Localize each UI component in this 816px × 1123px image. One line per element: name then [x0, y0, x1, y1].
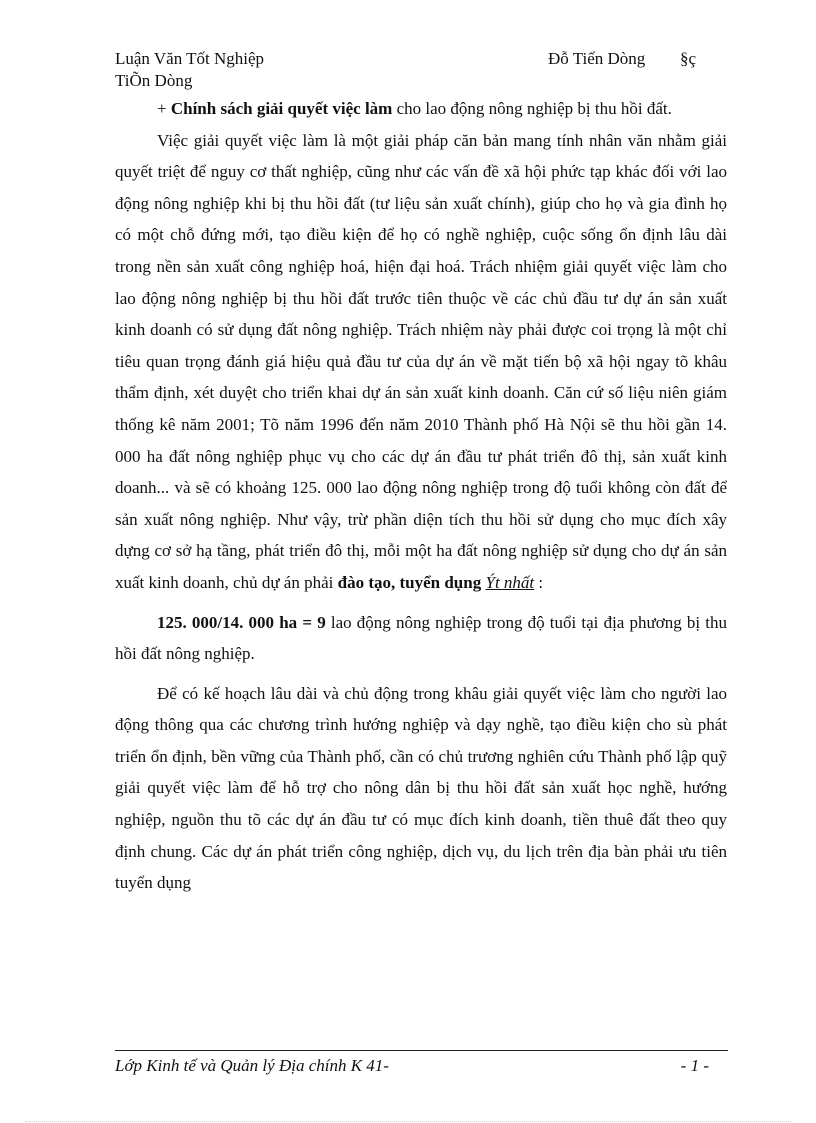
- paragraph-policy-heading: [115, 93, 727, 125]
- header-author-continuation: TiÕn Dòng: [115, 71, 193, 90]
- training-recruitment-phrase: đào tạo, tuyển dụng: [337, 572, 482, 592]
- long-term-plan-text: Để có kế hoạch lâu dài và chủ động trong khâu giải quyết việc làm cho người lao động thông qua các chương trình hướng nghiệp và dạy nghề, tạo điều kiện cho sù phát triển ổn định, bền vững của Thành phố, cần có chủ trương nghiên cứu Thành phố lập quỹ giải quyết việc làm để hỗ trợ cho nông dân bị thu hồi đất sản xuất học nghề, hướng nghiệp, nguồn thu tõ các dự án đầu tư có mục đích kinh doanh, tiền thuê đất theo quy định chung. Các dự án phát triển công nghiệp, dịch vụ, du lịch trên địa bàn phải ưu tiên tuyển dụng: [115, 683, 727, 893]
- paragraph-long-term-plan: [115, 678, 727, 899]
- page-header: [115, 48, 727, 92]
- colon-ending: :: [534, 572, 544, 592]
- formula-description: lao động nông nghiệp trong độ tuổi tại địa phương bị thu hồi đất nông nghiệp.: [115, 612, 727, 664]
- footer-class-name: Lớp Kinh tế và Quản lý Địa chính K 41-: [115, 1056, 389, 1075]
- document-body: [115, 93, 727, 899]
- at-least-phrase: Ýt nhất: [485, 572, 535, 592]
- paragraph-job-solution: [115, 125, 727, 599]
- job-solution-text: Việc giải quyết việc làm là một giải pháp căn bản mang tính nhân văn nhằm giải quyết triệt để nguy cơ thất nghiệp, cũng như các vấn đề xã hội phức tạp khác đối với lao động nông nghiệp khi bị thu hồi đất (tư liệu sản xuất chính), giúp cho họ và gia đình họ có một chỗ đứng mới, tạo điều kiện để họ có nghề nghiệp, cuộc sống ổn định lâu dài trong nền sản xuất công nghiệp hoá, hiện đại hoá. Trách nhiệm giải quyết việc làm cho lao động nông nghiệp bị thu hồi đất trước tiên thuộc về các chủ đầu tư dự án sản xuất kinh doanh có sử dụng đất nông nghiệp. Trách nhiệm này phải được coi trọng là một chỉ tiêu quan trọng đánh giá hiệu quả đầu tư của dự án về mặt tiến bộ xã hội ngay tõ khâu thẩm định, xét duyệt cho triển khai dự án sản xuất kinh doanh. Căn cứ số liệu niên giám thống kê năm 2001; Tõ năm 1996 đến năm 2010 Thành phố Hà Nội sẽ thu hồi gần 14. 000 ha đất nông nghiệp phục vụ cho các dự án đầu tư phát triển đô thị, sản xuất kinh doanh... và sẽ có khoảng 125. 000 lao động nông nghiệp trong độ tuổi không còn đất để sản xuất nông nghiệp. Như vậy, trừ phần diện tích thu hồi sử dụng cho mục đích xây dựng cơ sở hạ tầng, phát triển đô thị, mỗi một ha đất nông nghiệp sử dụng cho dự án sản xuất kinh doanh, chủ dự án phải: [115, 130, 727, 592]
- policy-subject: cho lao động nông nghiệp bị thu hồi đất.: [392, 99, 672, 118]
- header-thesis-title: Luận Văn Tốt Nghiệp: [115, 49, 265, 68]
- header-author-name: Đỗ Tiến Dòng: [548, 49, 646, 68]
- policy-title: Chính sách giải quyết việc làm: [170, 99, 393, 118]
- paragraph-formula: [115, 607, 727, 670]
- footer-divider: [115, 1050, 728, 1051]
- header-garbled-text: §ç: [680, 49, 697, 68]
- formula-expression: 125. 000/14. 000 ha = 9: [157, 612, 326, 632]
- page-bottom-edge: [25, 1121, 791, 1122]
- page-number: - 1 -: [680, 1056, 709, 1075]
- policy-bullet: +: [157, 99, 171, 118]
